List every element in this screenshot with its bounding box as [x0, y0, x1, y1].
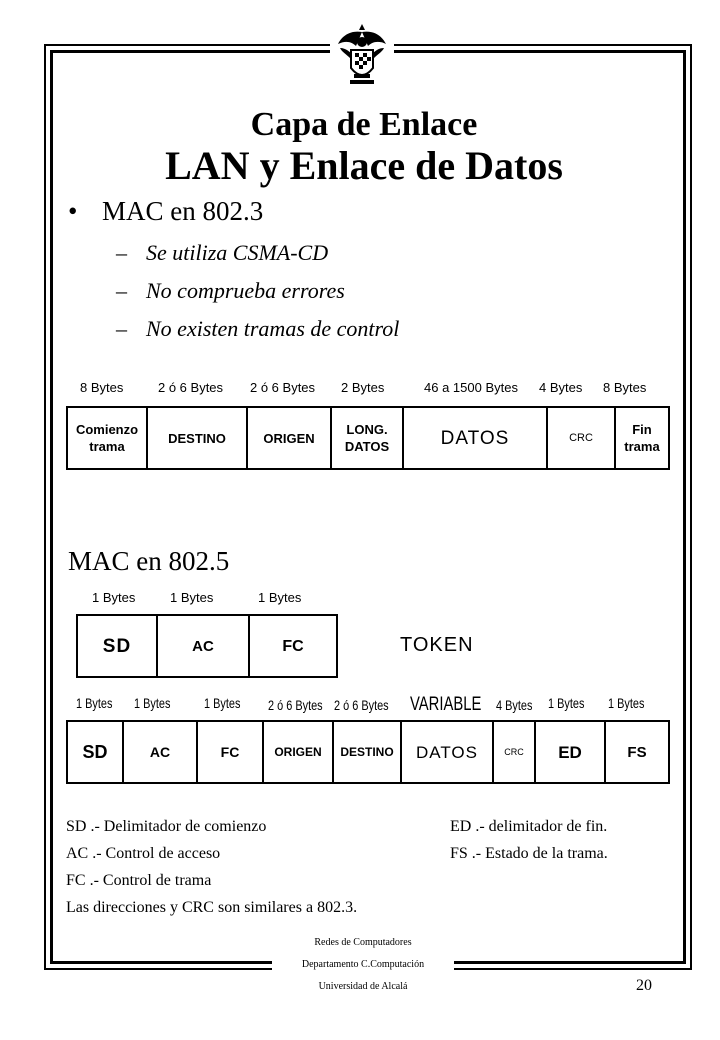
size-label: 1 Bytes — [92, 590, 136, 605]
size-label: 1 Bytes — [258, 590, 302, 605]
token-frame-diagram — [76, 614, 338, 678]
field-sd: SD — [78, 616, 158, 676]
field-crc: CRC — [494, 722, 536, 782]
size-label: 46 a 1500 Bytes — [424, 380, 518, 395]
size-label: 1 Bytes — [608, 695, 645, 711]
field-sd: SD — [68, 722, 124, 782]
field-origin: ORIGEN — [248, 408, 332, 468]
university-crest-icon — [336, 22, 388, 93]
field-crc: CRC — [548, 408, 616, 468]
field-start-frame: Comienzo trama — [68, 408, 148, 468]
size-label: 2 ó 6 Bytes — [268, 697, 323, 713]
dash-marker: – — [116, 240, 127, 265]
list-item-text: No comprueba errores — [146, 278, 345, 303]
field-origin: ORIGEN — [264, 722, 334, 782]
field-length: LONG. DATOS — [332, 408, 404, 468]
footer-course: Redes de Computadores — [314, 937, 412, 948]
legend-fs: FS .- Estado de la trama. — [450, 845, 608, 862]
bullet-marker: • — [68, 196, 78, 226]
list-item-text: No existen tramas de control — [146, 316, 400, 341]
size-label: VARIABLE — [410, 694, 482, 715]
dash-marker: – — [116, 316, 127, 341]
footer-department: Departamento C.Computación — [301, 959, 425, 970]
field-fc: FC — [282, 637, 304, 655]
field-destination: DESTINO — [148, 408, 248, 468]
legend-note: Las direcciones y CRC son similares a 802.3. — [66, 899, 358, 916]
field-fs: FS — [627, 743, 647, 761]
title-line-1: Capa de Enlace — [250, 106, 478, 143]
legend-ed: ED .- delimitador de fin. — [450, 818, 608, 835]
title-line-2: LAN y Enlace de Datos — [165, 143, 563, 188]
size-label: 4 Bytes — [539, 380, 583, 395]
size-label: 1 Bytes — [170, 590, 214, 605]
list-item-text: Se utiliza CSMA-CD — [146, 240, 329, 265]
heading-mac-8023: MAC en 802.3 — [102, 196, 264, 226]
field-data: DATOS — [404, 408, 548, 468]
page-number: 20 — [636, 977, 652, 994]
list-item — [116, 278, 345, 304]
field-ac: AC — [124, 722, 198, 782]
token-label: TOKEN — [400, 634, 474, 656]
legend-ac: AC .- Control de acceso — [66, 845, 221, 862]
size-label: 4 Bytes — [496, 697, 533, 713]
size-label: 2 ó 6 Bytes — [158, 380, 224, 395]
field-ed: ED — [536, 722, 606, 782]
footer-university: Universidad de Alcalá — [318, 981, 408, 992]
field-destination: DESTINO — [334, 722, 402, 782]
size-label: 1 Bytes — [204, 695, 241, 711]
size-label: 8 Bytes — [603, 380, 647, 395]
size-label: 1 Bytes — [548, 695, 585, 711]
size-label: 1 Bytes — [134, 695, 171, 711]
field-fc: FC — [198, 722, 264, 782]
legend-sd: SD .- Delimitador de comienzo — [66, 818, 267, 835]
list-item — [116, 240, 328, 266]
field-ac: AC — [158, 616, 250, 676]
size-label: 2 ó 6 Bytes — [334, 697, 389, 713]
frame-8025-diagram — [66, 720, 670, 784]
frame-8023-diagram — [66, 406, 670, 470]
list-item — [116, 316, 399, 342]
size-label: 1 Bytes — [76, 695, 113, 711]
legend-fc: FC .- Control de trama — [66, 872, 212, 889]
field-end-frame: Fin trama — [624, 422, 660, 454]
field-data: DATOS — [402, 722, 494, 782]
size-label: 2 Bytes — [341, 380, 385, 395]
dash-marker: – — [116, 278, 127, 303]
size-label: 2 ó 6 Bytes — [250, 380, 316, 395]
size-label: 8 Bytes — [80, 380, 124, 395]
heading-mac-8025: MAC en 802.5 — [68, 546, 230, 576]
